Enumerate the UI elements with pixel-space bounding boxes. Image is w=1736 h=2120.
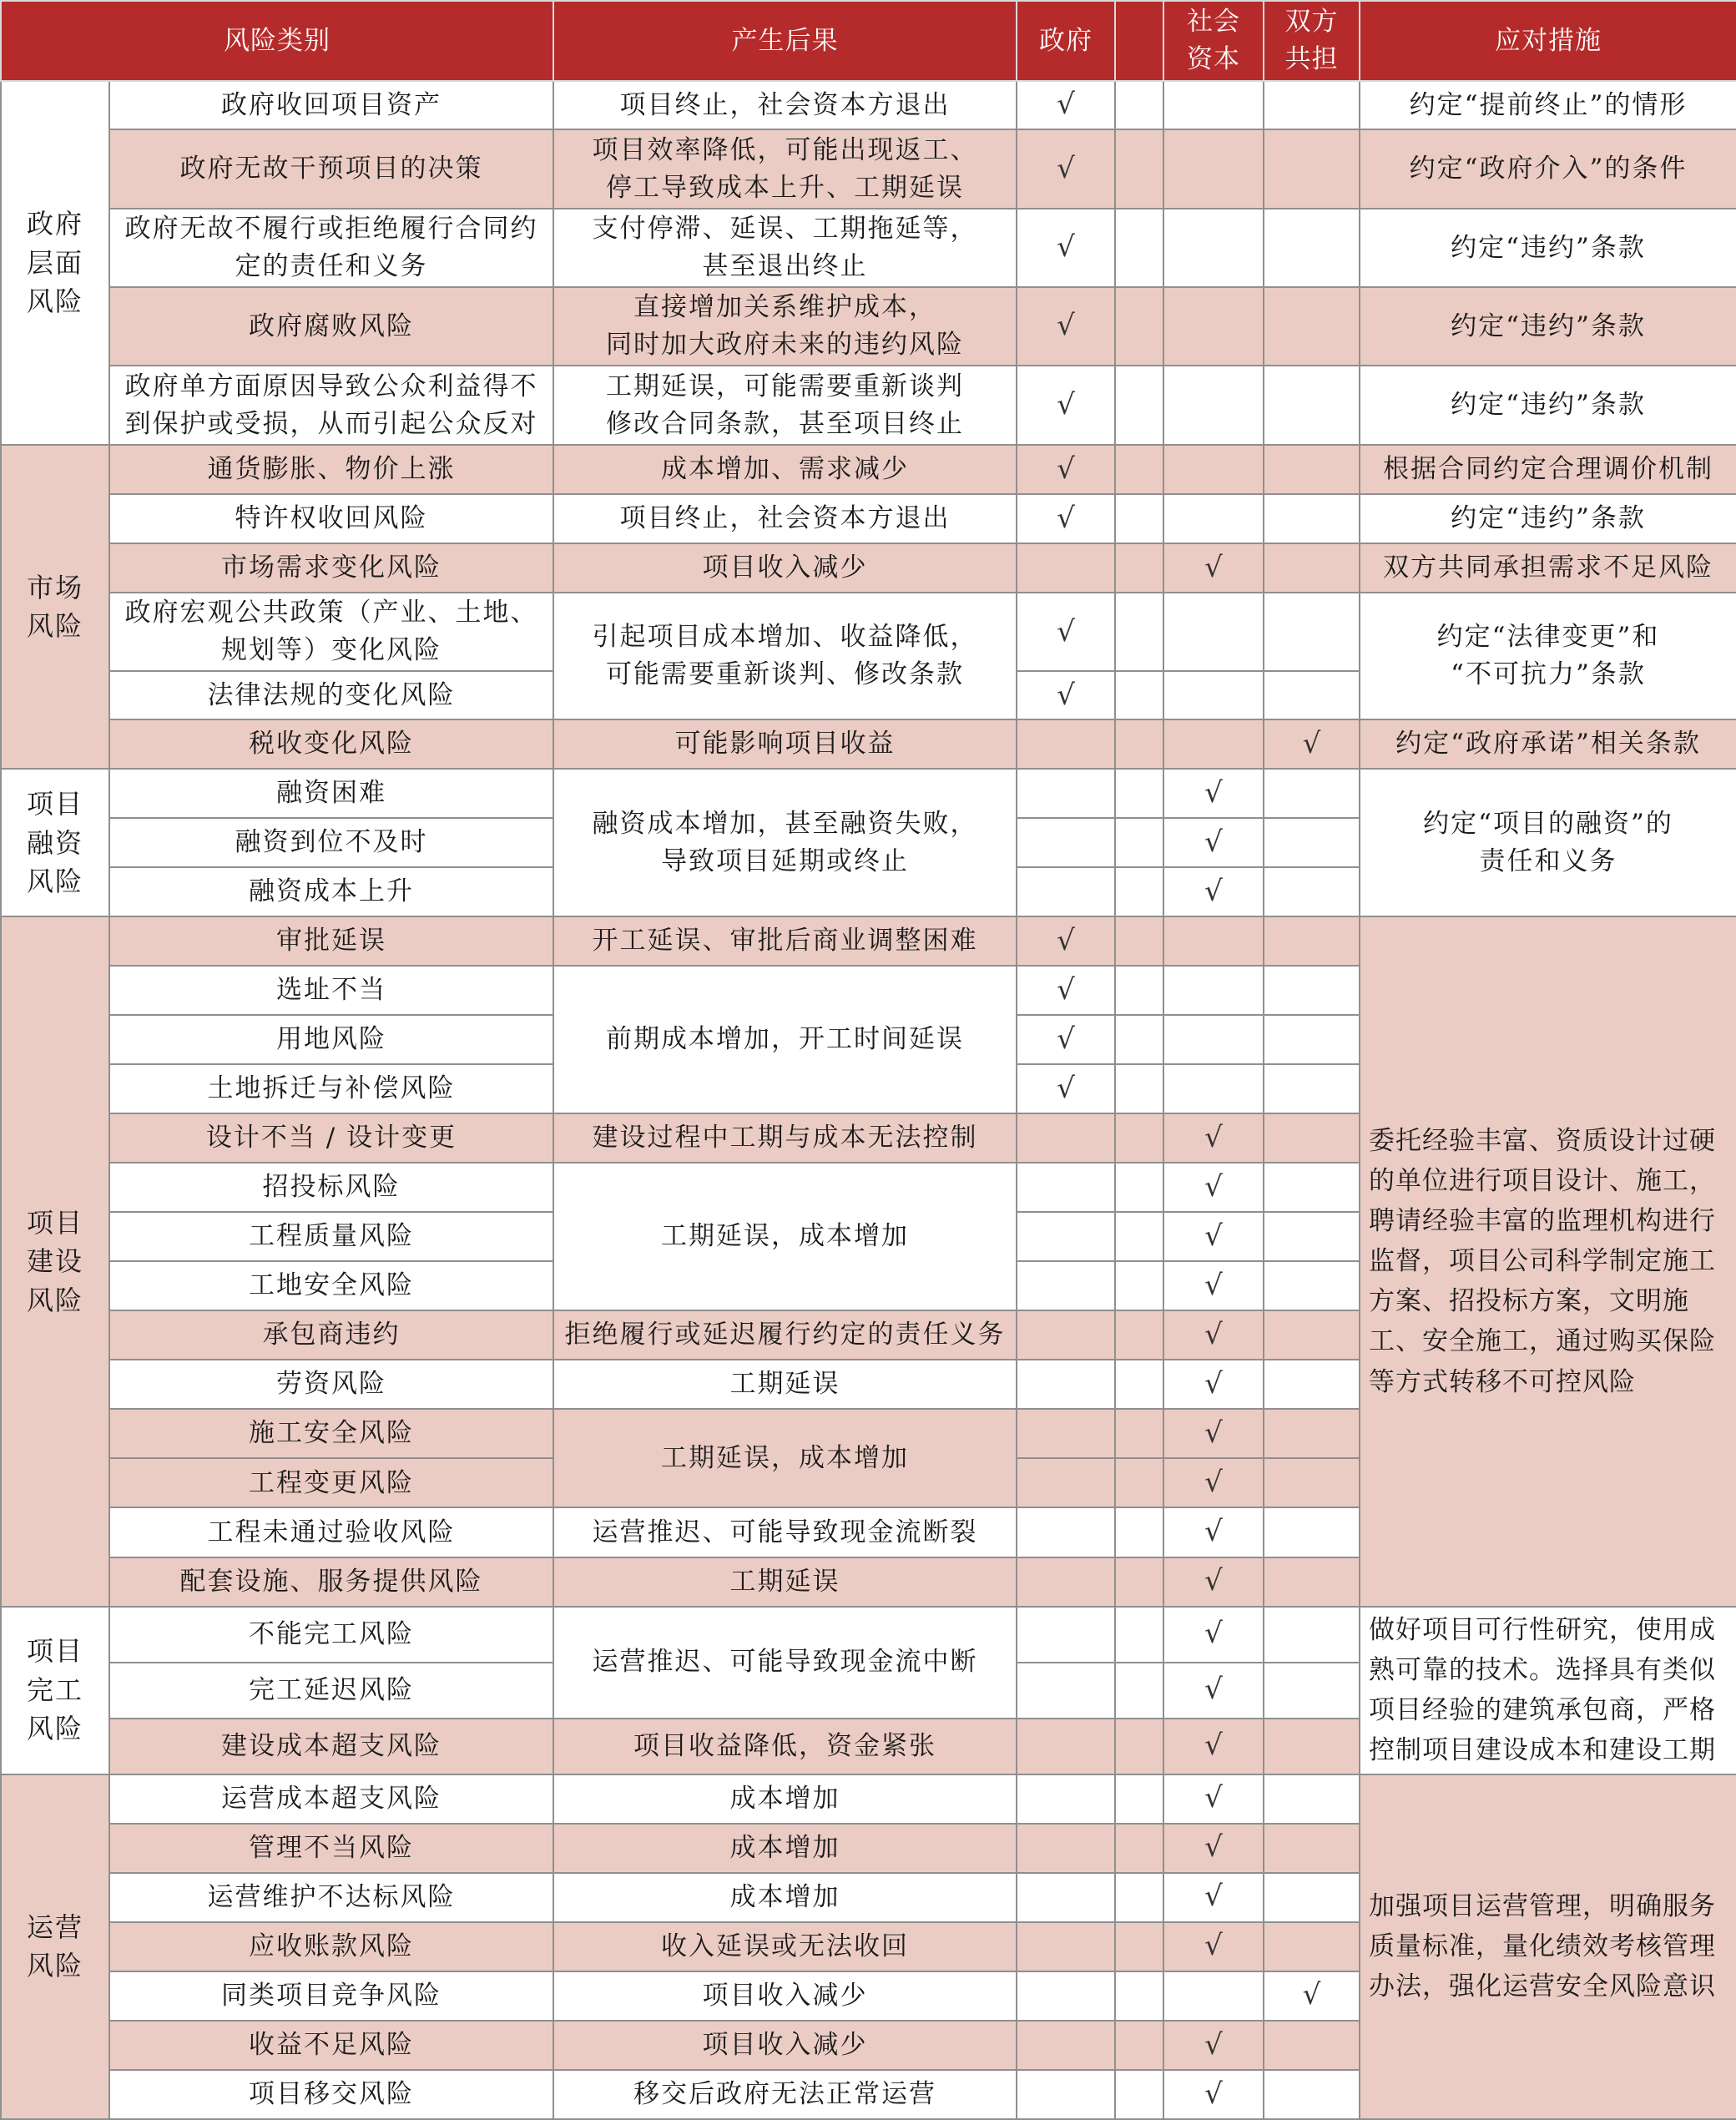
category-government-level: 政府 层面 风险 — [1, 81, 109, 445]
risk-name: 不能完工风险 — [109, 1607, 553, 1663]
check-government: √ — [1017, 494, 1115, 543]
risk-name: 工程质量风险 — [109, 1212, 553, 1261]
consequence: 融资成本增加，甚至融资失败， 导致项目延期或终止 — [553, 769, 1017, 916]
consequence: 项目收入减少 — [553, 1971, 1017, 2021]
check-government: √ — [1017, 209, 1115, 287]
risk-name: 政府无故不履行或拒绝履行合同约 定的责任和义务 — [109, 209, 553, 287]
risk-name: 劳资风险 — [109, 1360, 553, 1409]
risk-name: 融资到位不及时 — [109, 818, 553, 867]
consequence: 拒绝履行或延迟履行约定的责任义务 — [553, 1310, 1017, 1360]
risk-name: 融资成本上升 — [109, 867, 553, 916]
consequence: 收入延误或无法收回 — [553, 1922, 1017, 1971]
check-government: √ — [1017, 916, 1115, 966]
check-government: √ — [1017, 81, 1115, 129]
consequence: 项目收入减少 — [553, 2021, 1017, 2070]
header-shared: 双方 共担 — [1264, 1, 1360, 81]
check-government: √ — [1017, 445, 1115, 494]
risk-name: 法律法规的变化风险 — [109, 671, 553, 719]
check-social-capital: √ — [1163, 1261, 1264, 1310]
check-shared: √ — [1264, 1971, 1360, 2021]
risk-name: 融资困难 — [109, 769, 553, 818]
header-row — [1, 1, 1736, 81]
table-row — [1, 916, 1736, 966]
consequence: 成本增加 — [553, 1824, 1017, 1873]
risk-name: 项目移交风险 — [109, 2070, 553, 2119]
consequence: 工期延误，成本增加 — [553, 1409, 1017, 1507]
consequence: 工期延误 — [553, 1557, 1017, 1607]
consequence: 成本增加 — [553, 1774, 1017, 1824]
header-social-capital: 社会 资本 — [1163, 1, 1264, 81]
consequence: 项目终止，社会资本方退出 — [553, 81, 1017, 129]
check-government: √ — [1017, 1064, 1115, 1113]
risk-name: 工程未通过验收风险 — [109, 1507, 553, 1557]
risk-name: 配套设施、服务提供风险 — [109, 1557, 553, 1607]
measure: 约定“项目的融资”的 责任和义务 — [1360, 769, 1736, 916]
risk-name: 运营维护不达标风险 — [109, 1873, 553, 1922]
check-social-capital: √ — [1163, 1663, 1264, 1719]
check-social-capital: √ — [1163, 2070, 1264, 2119]
measure: 约定“违约”条款 — [1360, 494, 1736, 543]
risk-name: 政府收回项目资产 — [109, 81, 553, 129]
check-social-capital: √ — [1163, 1719, 1264, 1774]
table-row — [1, 769, 1736, 818]
check-social-capital: √ — [1163, 1458, 1264, 1507]
risk-name: 特许权收回风险 — [109, 494, 553, 543]
consequence: 运营推迟、可能导致现金流断裂 — [553, 1507, 1017, 1557]
check-shared: √ — [1264, 719, 1360, 769]
consequence: 项目收益降低，资金紧张 — [553, 1719, 1017, 1774]
check-government: √ — [1017, 1015, 1115, 1064]
measure: 约定“违约”条款 — [1360, 209, 1736, 287]
consequence: 移交后政府无法正常运营 — [553, 2070, 1017, 2119]
table-row — [1, 209, 1736, 287]
risk-name: 审批延误 — [109, 916, 553, 966]
table-row — [1, 445, 1736, 494]
check-social-capital: √ — [1163, 1113, 1264, 1163]
measure: 约定“提前终止”的情形 — [1360, 81, 1736, 129]
risk-name: 完工延迟风险 — [109, 1663, 553, 1719]
check-social-capital: √ — [1163, 543, 1264, 593]
consequence: 直接增加关系维护成本， 同时加大政府未来的违约风险 — [553, 287, 1017, 366]
risk-name: 市场需求变化风险 — [109, 543, 553, 593]
header-consequence: 产生后果 — [553, 1, 1017, 81]
check-government: √ — [1017, 129, 1115, 209]
table-row — [1, 129, 1736, 209]
measure: 约定“违约”条款 — [1360, 287, 1736, 366]
check-social-capital: √ — [1163, 1922, 1264, 1971]
check-social-capital: √ — [1163, 1163, 1264, 1212]
measure: 双方共同承担需求不足风险 — [1360, 543, 1736, 593]
consequence: 成本增加 — [553, 1873, 1017, 1922]
table-row — [1, 719, 1736, 769]
risk-name: 通货膨胀、物价上涨 — [109, 445, 553, 494]
risk-name: 施工安全风险 — [109, 1409, 553, 1458]
check-social-capital: √ — [1163, 769, 1264, 818]
check-social-capital: √ — [1163, 818, 1264, 867]
check-government: √ — [1017, 671, 1115, 719]
check-government: √ — [1017, 966, 1115, 1015]
check-government: √ — [1017, 287, 1115, 366]
consequence: 工期延误，可能需要重新谈判 修改合同条款，甚至项目终止 — [553, 366, 1017, 445]
table-row — [1, 494, 1736, 543]
check-social-capital: √ — [1163, 1409, 1264, 1458]
category-completion: 项目 完工 风险 — [1, 1607, 109, 1774]
table-row — [1, 1607, 1736, 1663]
risk-name: 政府腐败风险 — [109, 287, 553, 366]
check-social-capital: √ — [1163, 1557, 1264, 1607]
category-construction: 项目 建设 风险 — [1, 916, 109, 1606]
risk-name: 管理不当风险 — [109, 1824, 553, 1873]
consequence: 成本增加、需求减少 — [553, 445, 1017, 494]
measure: 委托经验丰富、资质设计过硬的单位进行项目设计、施工，聘请经验丰富的监理机构进行监督，项目公司科学制定施工方案、招投标方案，文明施工、安全施工，通过购买保险等方式转移不可控风险 — [1360, 916, 1736, 1606]
consequence: 项目收入减少 — [553, 543, 1017, 593]
header-measures: 应对措施 — [1360, 1, 1736, 81]
consequence: 建设过程中工期与成本无法控制 — [553, 1113, 1017, 1163]
measure: 做好项目可行性研究，使用成熟可靠的技术。选择具有类似项目经验的建筑承包商，严格控制项目建设成本和建设工期 — [1360, 1607, 1736, 1774]
risk-name: 收益不足风险 — [109, 2021, 553, 2070]
header-risk-category: 风险类别 — [1, 1, 553, 81]
risk-name: 应收账款风险 — [109, 1922, 553, 1971]
check-social-capital: √ — [1163, 1212, 1264, 1261]
consequence: 运营推迟、可能导致现金流中断 — [553, 1607, 1017, 1719]
check-government: √ — [1017, 593, 1115, 671]
consequence: 项目效率降低，可能出现返工、 停工导致成本上升、工期延误 — [553, 129, 1017, 209]
check-social-capital: √ — [1163, 1824, 1264, 1873]
risk-name: 政府无故干预项目的决策 — [109, 129, 553, 209]
check-social-capital: √ — [1163, 1360, 1264, 1409]
consequence: 引起项目成本增加、收益降低， 可能需要重新谈判、修改条款 — [553, 593, 1017, 719]
consequence: 可能影响项目收益 — [553, 719, 1017, 769]
measure: 约定“违约”条款 — [1360, 366, 1736, 445]
category-operation: 运营 风险 — [1, 1774, 109, 2119]
check-social-capital: √ — [1163, 1774, 1264, 1824]
category-financing: 项目 融资 风险 — [1, 769, 109, 916]
risk-name: 选址不当 — [109, 966, 553, 1015]
category-market: 市场 风险 — [1, 445, 109, 769]
risk-name: 招投标风险 — [109, 1163, 553, 1212]
risk-name: 土地拆迁与补偿风险 — [109, 1064, 553, 1113]
check-social-capital: √ — [1163, 1310, 1264, 1360]
risk-name: 工程变更风险 — [109, 1458, 553, 1507]
consequence: 开工延误、审批后商业调整困难 — [553, 916, 1017, 966]
measure: 加强项目运营管理，明确服务质量标准，量化绩效考核管理办法，强化运营安全风险意识 — [1360, 1774, 1736, 2119]
table-row — [1, 1774, 1736, 1824]
table-row — [1, 81, 1736, 129]
consequence: 前期成本增加，开工时间延误 — [553, 966, 1017, 1113]
header-blank — [1115, 1, 1163, 81]
risk-name: 运营成本超支风险 — [109, 1774, 553, 1824]
measure: 约定“法律变更”和 “不可抗力”条款 — [1360, 593, 1736, 719]
risk-name: 设计不当 / 设计变更 — [109, 1113, 553, 1163]
check-government: √ — [1017, 366, 1115, 445]
check-social-capital: √ — [1163, 1507, 1264, 1557]
table-row — [1, 593, 1736, 671]
risk-name: 承包商违约 — [109, 1310, 553, 1360]
risk-name: 工地安全风险 — [109, 1261, 553, 1310]
risk-name: 税收变化风险 — [109, 719, 553, 769]
measure: 约定“政府介入”的条件 — [1360, 129, 1736, 209]
measure: 约定“政府承诺”相关条款 — [1360, 719, 1736, 769]
risk-name: 同类项目竞争风险 — [109, 1971, 553, 2021]
check-social-capital: √ — [1163, 1607, 1264, 1663]
consequence: 项目终止，社会资本方退出 — [553, 494, 1017, 543]
risk-name: 政府单方面原因导致公众利益得不 到保护或受损，从而引起公众反对 — [109, 366, 553, 445]
table-row — [1, 543, 1736, 593]
measure: 根据合同约定合理调价机制 — [1360, 445, 1736, 494]
risk-name: 建设成本超支风险 — [109, 1719, 553, 1774]
risk-name: 政府宏观公共政策（产业、土地、 规划等）变化风险 — [109, 593, 553, 671]
header-government: 政府 — [1017, 1, 1115, 81]
check-social-capital: √ — [1163, 1873, 1264, 1922]
check-social-capital: √ — [1163, 2021, 1264, 2070]
consequence: 支付停滞、延误、工期拖延等， 甚至退出终止 — [553, 209, 1017, 287]
risk-name: 用地风险 — [109, 1015, 553, 1064]
table-row — [1, 366, 1736, 445]
consequence: 工期延误 — [553, 1360, 1017, 1409]
check-social-capital: √ — [1163, 867, 1264, 916]
consequence: 工期延误，成本增加 — [553, 1163, 1017, 1310]
table-row — [1, 287, 1736, 366]
